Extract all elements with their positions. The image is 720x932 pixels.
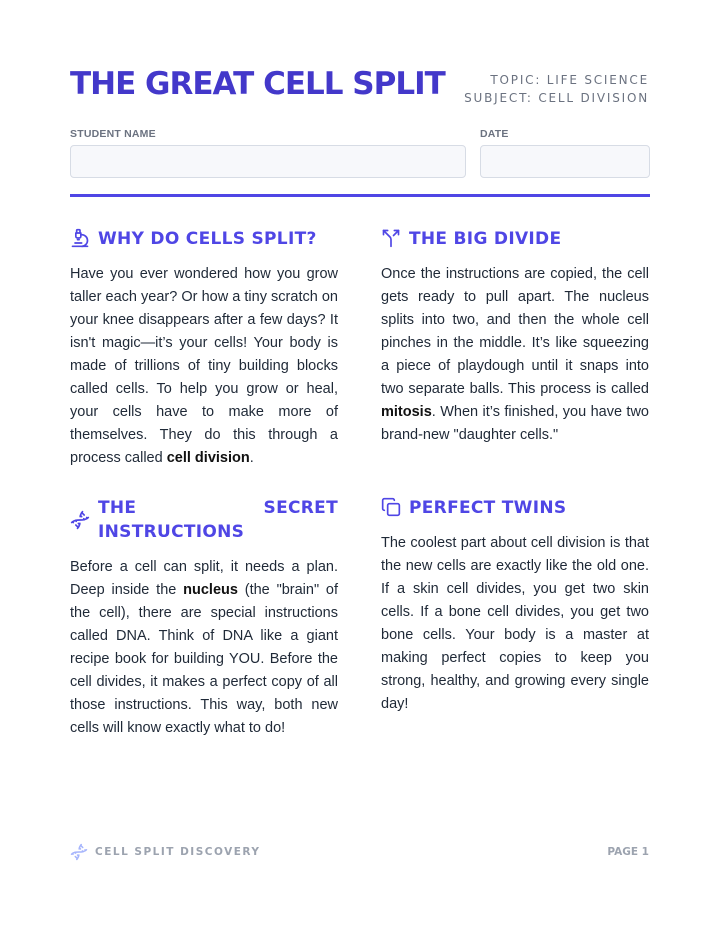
date-field[interactable] bbox=[480, 145, 650, 178]
key-term: mitosis bbox=[381, 404, 432, 420]
section-heading bbox=[70, 227, 338, 251]
section-body: The coolest part about cell division is that the new cells are exactly like the old one. If a skin cell divides, you get two skin cells. If a bone cell divides, you get two bone cells. Your body is a master at making perfect copies to keep you strong, healthy, and growing every single day! bbox=[381, 535, 649, 712]
page-title: THE GREAT CELL SPLIT bbox=[70, 66, 445, 102]
dna-icon bbox=[70, 843, 88, 861]
copy-icon bbox=[381, 497, 401, 517]
section-body: Once the instructions are copied, the cell gets ready to pull apart. The nucleus splits into two, and then the whole cell pinches in the middle. It’s like squeezing a piece of playdough until it snaps into two separate balls. This process is called mitosis. When it’s finished, you have two brand-new "daughter cells." bbox=[381, 266, 649, 443]
section-heading bbox=[381, 227, 649, 251]
dna-icon bbox=[70, 510, 90, 530]
student-name-field[interactable] bbox=[70, 145, 466, 178]
section-heading bbox=[381, 496, 649, 520]
section-title: THE SECRET INSTRUCTIONS bbox=[98, 498, 338, 542]
section-why-cells-split bbox=[70, 227, 338, 470]
section-body: Before a cell can split, it needs a plan. Deep inside the nucleus (the "brain" of the cell), there are special instructions called DNA. Think of DNA like a giant recipe book for building YOU. Before the cell divides, it makes a perfect copy of all those instructions. This way, both new cells will know exactly what to do! bbox=[70, 559, 339, 736]
topic-label: TOPIC: LIFE SCIENCE bbox=[490, 73, 649, 87]
student-name-label: STUDENT NAME bbox=[70, 128, 156, 140]
section-secret-instructions bbox=[70, 496, 338, 740]
page-number: PAGE 1 bbox=[607, 846, 649, 858]
footer-label: CELL SPLIT DISCOVERY bbox=[95, 846, 261, 858]
worksheet-meta bbox=[464, 71, 649, 107]
key-term: nucleus bbox=[183, 582, 238, 598]
microscope-icon bbox=[70, 228, 90, 248]
section-title: PERFECT TWINS bbox=[409, 498, 567, 518]
section-title: WHY DO CELLS SPLIT? bbox=[98, 229, 317, 249]
section-body: Have you ever wondered how you grow taller each year? Or how a tiny scratch on your knee disappears after a few days? It isn't magic—it’s your cells! Your body is made of trillions of tiny building blocks called cells. To help you grow or heal, your cells have to make more of themselves. They do this through a process called cell division. bbox=[70, 266, 338, 466]
subject-label: SUBJECT: CELL DIVISION bbox=[464, 91, 649, 105]
section-big-divide bbox=[381, 227, 649, 447]
key-term: cell division bbox=[166, 450, 250, 466]
section-title: THE BIG DIVIDE bbox=[409, 229, 562, 249]
split-arrows-icon bbox=[381, 228, 401, 248]
footer-brand bbox=[70, 843, 261, 861]
section-perfect-twins bbox=[381, 496, 649, 716]
header-divider bbox=[70, 194, 650, 197]
section-heading bbox=[70, 496, 338, 544]
date-label: DATE bbox=[480, 128, 509, 140]
